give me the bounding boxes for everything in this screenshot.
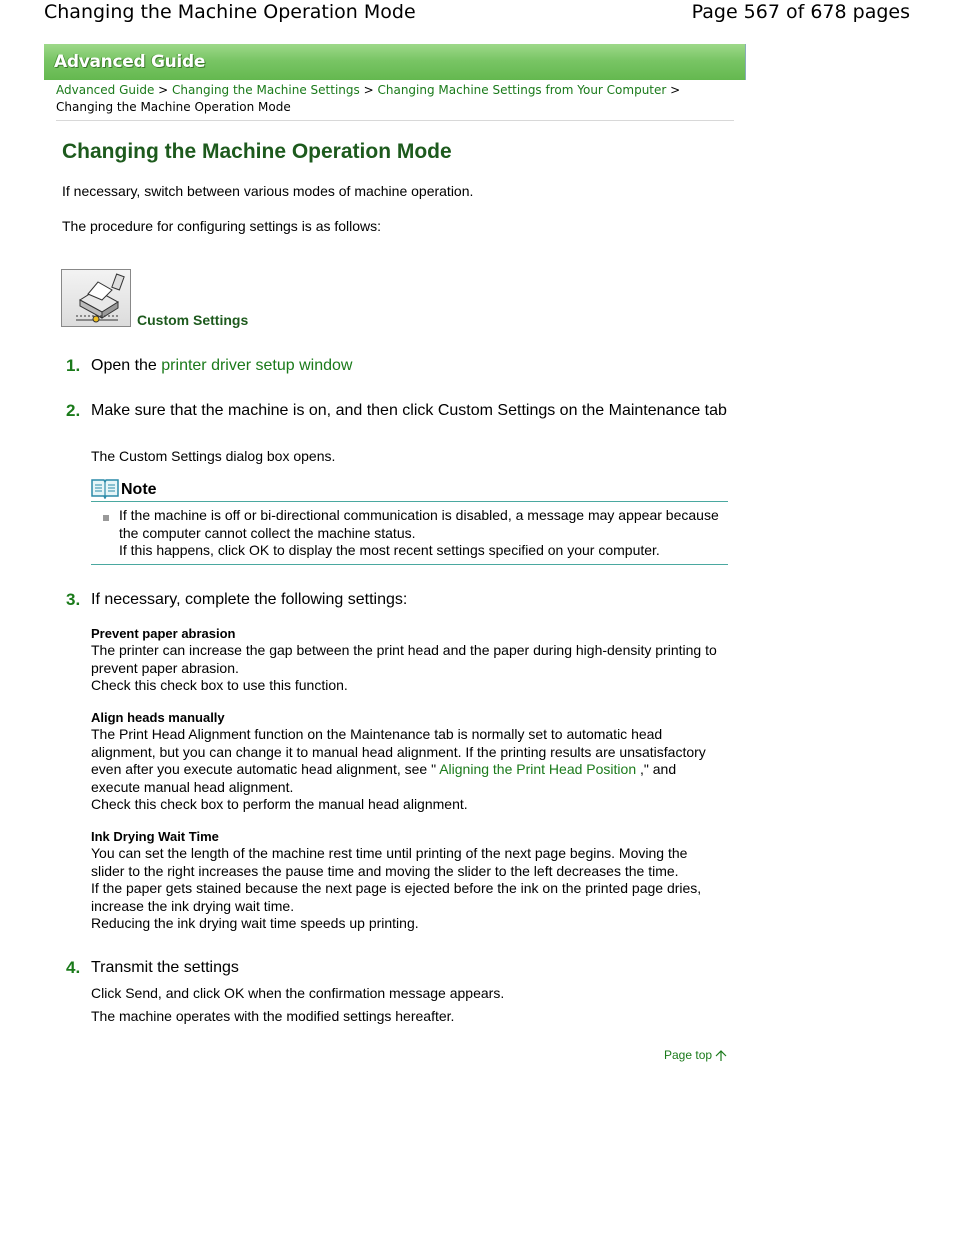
breadcrumb-divider bbox=[56, 120, 734, 121]
breadcrumb-current: Changing the Machine Operation Mode bbox=[56, 100, 291, 114]
intro-text: If necessary, switch between various modes of machine operation. bbox=[62, 183, 474, 199]
breadcrumb-separator: > bbox=[670, 83, 681, 97]
setting-text-prevent bbox=[91, 642, 721, 695]
note-text bbox=[119, 507, 719, 560]
setting-heading-ink: Ink Drying Wait Time bbox=[91, 829, 219, 844]
setting-text-align-1 bbox=[91, 726, 721, 796]
note-label: Note bbox=[121, 481, 157, 498]
note-line-2: If this happens, click OK to display the most recent settings specified on your computer. bbox=[119, 542, 660, 558]
breadcrumb bbox=[56, 82, 726, 116]
note-body bbox=[91, 502, 728, 565]
step-4-detail-1: Click Send, and click OK when the confirmation message appears. bbox=[91, 985, 505, 1001]
note-header bbox=[91, 477, 728, 502]
printer-driver-setup-link[interactable]: printer driver setup window bbox=[161, 357, 353, 374]
page-top-link[interactable] bbox=[664, 1048, 727, 1062]
step-number: 1. bbox=[66, 356, 81, 375]
book-icon bbox=[91, 477, 119, 499]
setting-heading-prevent: Prevent paper abrasion bbox=[91, 626, 236, 641]
step-1-prefix: Open the bbox=[91, 357, 162, 374]
step-number: 4. bbox=[66, 958, 81, 977]
setting-text-ink-3: Reducing the ink drying wait time speeds up printing. bbox=[91, 915, 419, 931]
banner-label: Advanced Guide bbox=[54, 52, 206, 72]
page-header-title: Changing the Machine Operation Mode bbox=[44, 1, 416, 23]
step-1-text bbox=[91, 356, 731, 376]
page-top-label: Page top bbox=[664, 1048, 713, 1062]
page-indicator: Page 567 of 678 pages bbox=[691, 1, 910, 23]
advanced-guide-banner bbox=[44, 44, 746, 80]
step-2-detail: The Custom Settings dialog box opens. bbox=[91, 448, 336, 464]
page-title: Changing the Machine Operation Mode bbox=[62, 140, 452, 163]
arrow-up-icon bbox=[715, 1049, 727, 1061]
custom-settings-label: Custom Settings bbox=[137, 312, 249, 328]
step-4-detail-2: The machine operates with the modified settings hereafter. bbox=[91, 1008, 455, 1024]
breadcrumb-link-machine-settings[interactable]: Changing the Machine Settings bbox=[172, 83, 360, 97]
setting-text-align bbox=[91, 726, 721, 814]
aligning-print-head-link[interactable]: Aligning the Print Head Position bbox=[439, 761, 637, 777]
step-3-text: If necessary, complete the following settings: bbox=[91, 591, 408, 608]
breadcrumb-link-from-computer[interactable]: Changing Machine Settings from Your Computer bbox=[377, 83, 667, 97]
custom-settings-printer-icon bbox=[61, 269, 131, 327]
note-line-1: If the machine is off or bi-directional communication is disabled, a message may appear because the computer cannot collect the machine status. bbox=[119, 507, 719, 541]
setting-text-prevent-1: The printer can increase the gap between the print head and the paper during high-density printing to prevent paper abrasion. bbox=[91, 642, 717, 676]
step-number: 3. bbox=[66, 590, 81, 609]
setting-heading-align: Align heads manually bbox=[91, 710, 225, 725]
setting-text-ink-1: You can set the length of the machine rest time until printing of the next page begins. Moving the slider to the right increases the pause time and moving the slider to the left decreases the time. bbox=[91, 845, 688, 879]
bullet-icon bbox=[103, 515, 109, 521]
step-number: 2. bbox=[66, 401, 81, 420]
setting-text-ink bbox=[91, 845, 721, 933]
breadcrumb-link-advanced-guide[interactable]: Advanced Guide bbox=[56, 83, 155, 97]
setting-text-prevent-2: Check this check box to use this function. bbox=[91, 677, 348, 693]
step-4-text: Transmit the settings bbox=[91, 959, 239, 976]
breadcrumb-separator: > bbox=[363, 83, 374, 97]
procedure-intro: The procedure for configuring settings is as follows: bbox=[62, 218, 382, 234]
align-text-pre: The Print Head Alignment function on the Maintenance tab is normally set to automatic head alignment, but you can change it to manual head alignment. If the printing results are unsatisfactory even after you execute automatic head alignment, see " bbox=[91, 726, 706, 777]
setting-text-align-2: Check this check box to perform the manual head alignment. bbox=[91, 796, 468, 812]
setting-text-ink-2: If the paper gets stained because the next page is ejected before the ink on the printed page dries, increase the ink drying wait time. bbox=[91, 880, 702, 914]
step-2-text: Make sure that the machine is on, and then click Custom Settings on the Maintenance tab bbox=[91, 402, 727, 419]
breadcrumb-separator: > bbox=[158, 83, 169, 97]
align-text-post: ," and execute manual head alignment. bbox=[91, 761, 677, 795]
